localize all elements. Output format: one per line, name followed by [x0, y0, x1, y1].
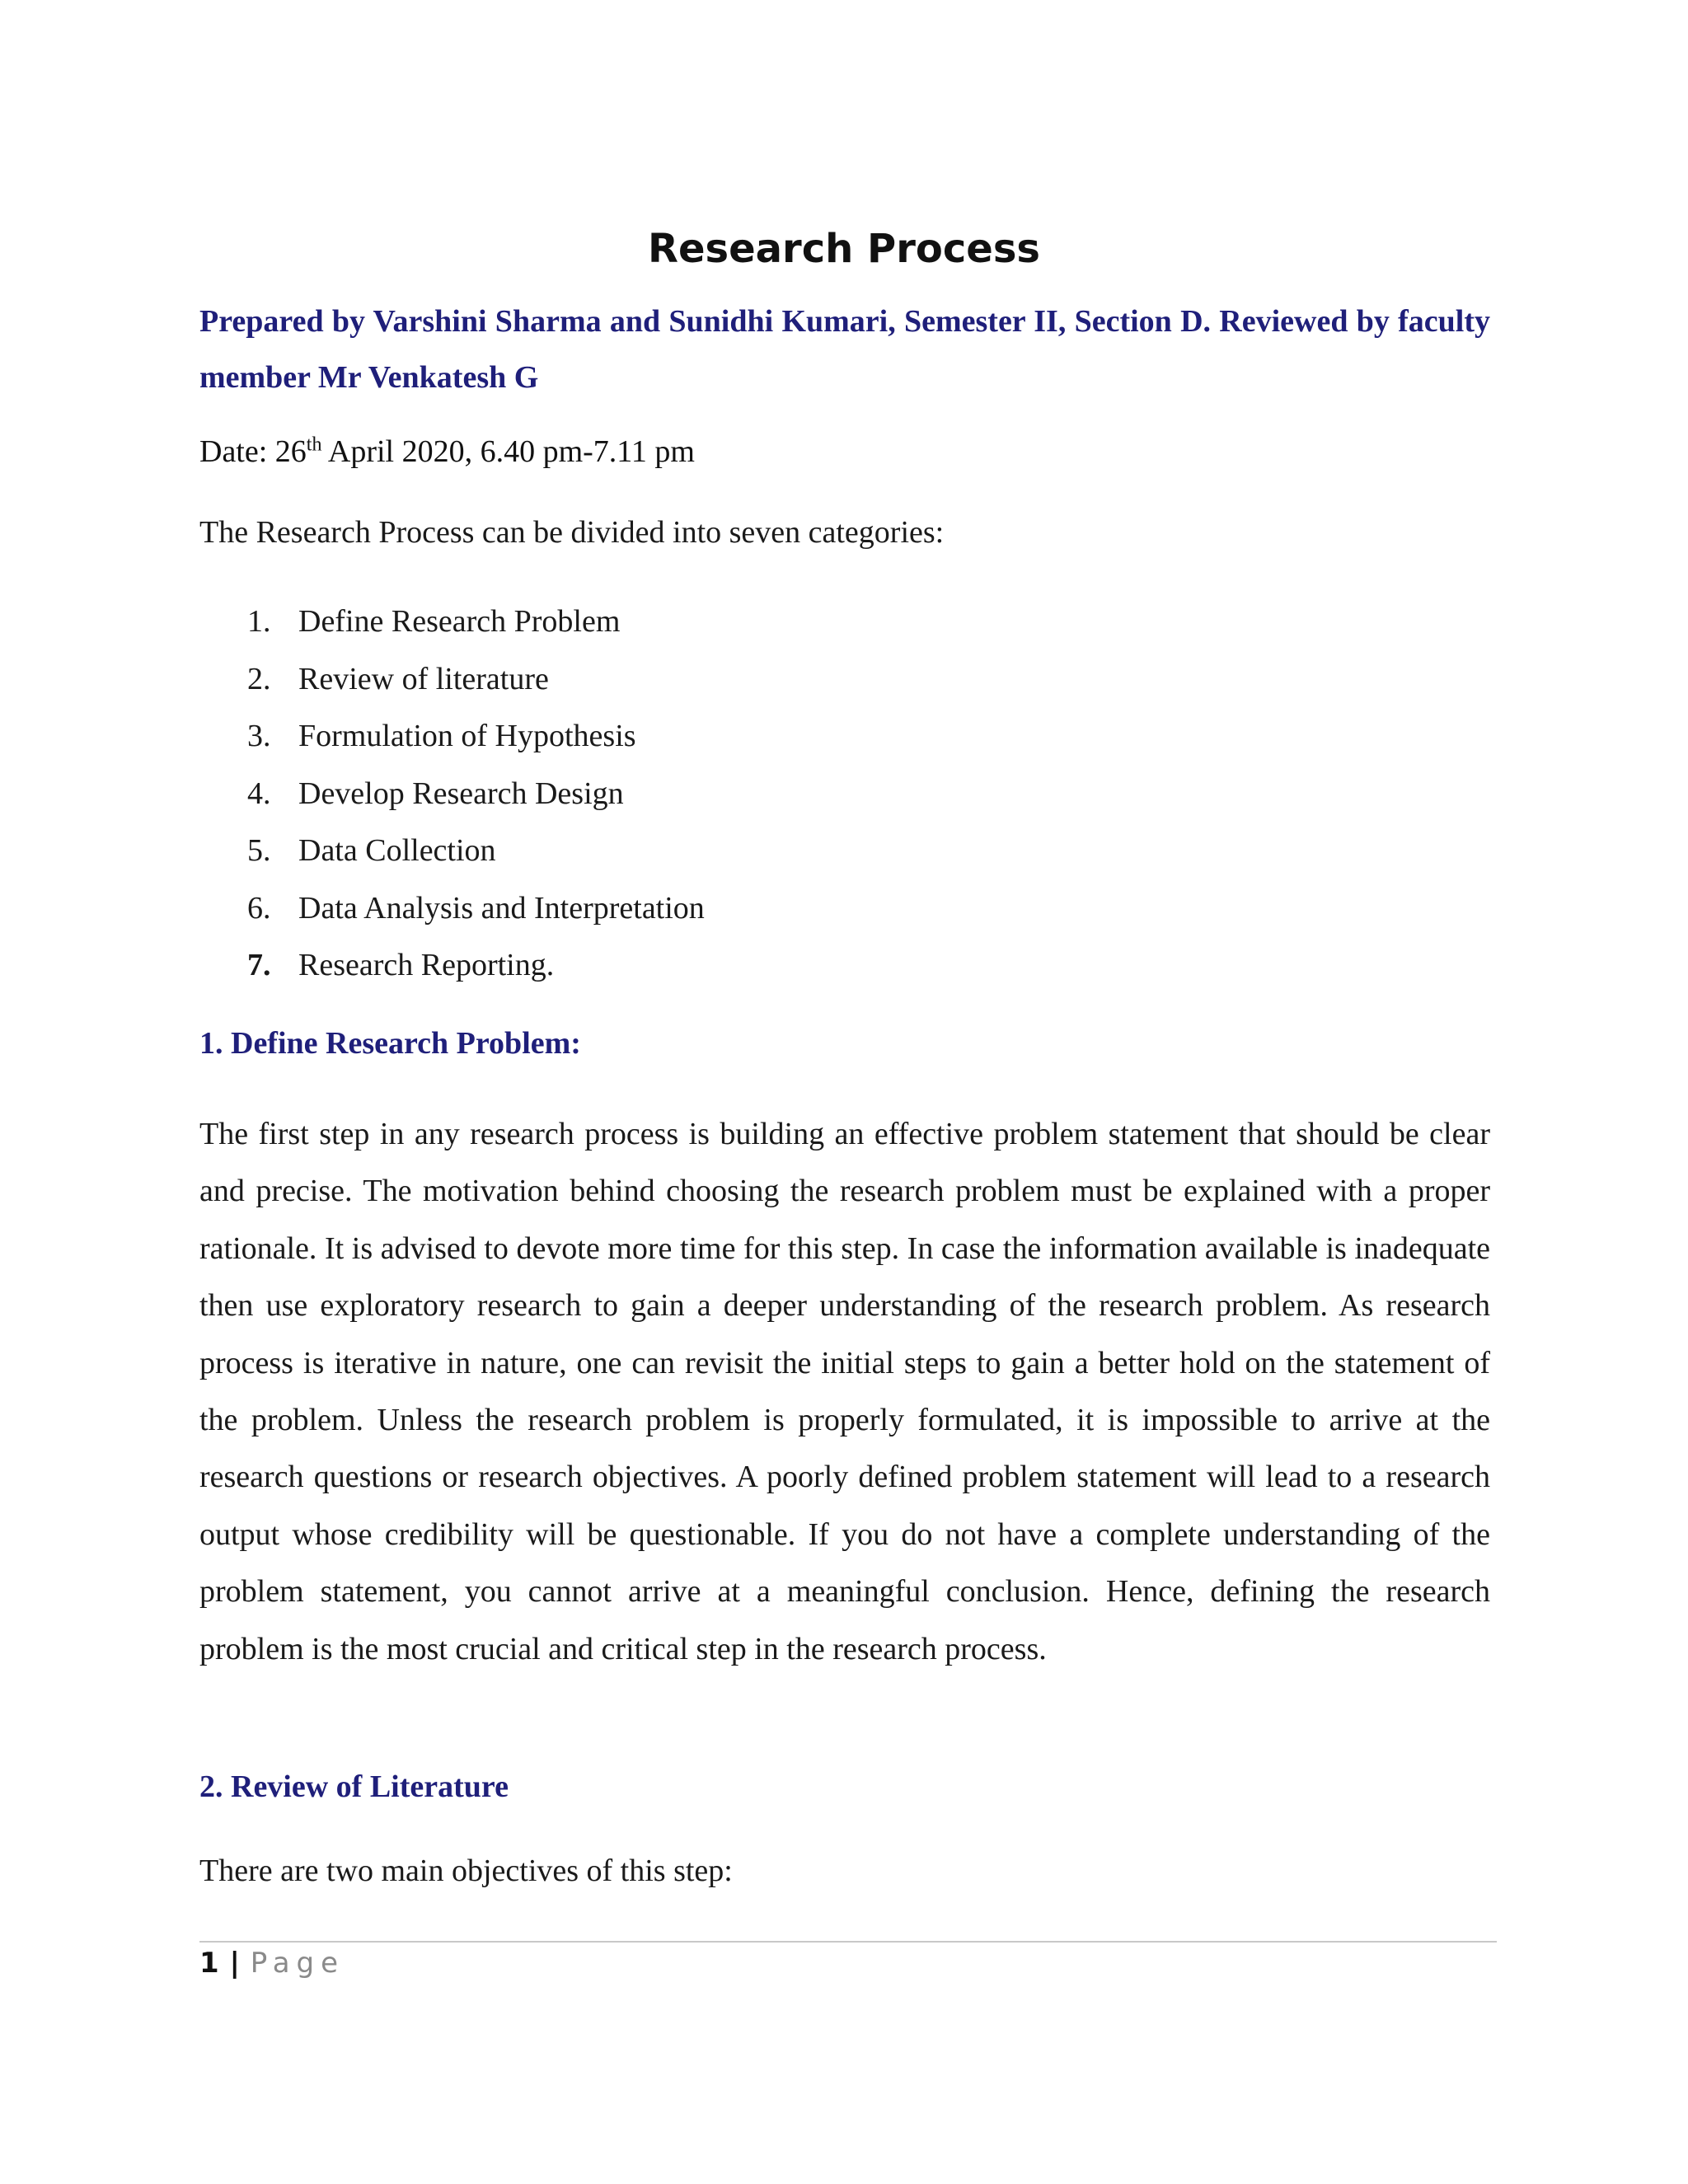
list-item-label: Review of literature — [298, 661, 549, 696]
list-item-number: 7. — [247, 948, 271, 982]
list-item-number: 3. — [247, 719, 271, 753]
list-item-label: Research Reporting. — [298, 948, 555, 982]
list-item-number: 5. — [247, 833, 271, 868]
date-label: Date: 26 — [199, 434, 307, 469]
list-item-label: Define Research Problem — [298, 604, 621, 639]
list-item-label: Develop Research Design — [298, 776, 624, 811]
date-line — [199, 434, 695, 470]
list-item — [199, 597, 705, 654]
list-item-number: 6. — [247, 890, 271, 926]
document-title: Research Process — [647, 226, 1040, 272]
list-item-label: Formulation of Hypothesis — [298, 719, 636, 753]
list-item — [199, 711, 705, 769]
section-intro-review-literature: There are two main objectives of this step: — [199, 1854, 733, 1888]
list-item — [199, 826, 705, 883]
page-footer — [199, 1947, 345, 1980]
section-heading-define-problem: 1. Define Research Problem: — [199, 1026, 581, 1061]
footer-divider — [199, 1941, 1497, 1943]
list-item-label: Data Collection — [298, 833, 496, 868]
page-label: Page — [250, 1947, 345, 1980]
list-item-label: Data Analysis and Interpretation — [298, 890, 705, 926]
list-item-number: 2. — [247, 661, 271, 696]
page-number: 1 — [199, 1947, 220, 1980]
list-item-number: 4. — [247, 776, 271, 811]
date-superscript: th — [306, 434, 322, 456]
section-heading-review-literature: 2. Review of Literature — [199, 1769, 509, 1804]
list-item-number: 1. — [247, 604, 271, 639]
intro-sentence: The Research Process can be divided into seven categories: — [199, 515, 945, 550]
list-item — [199, 654, 705, 712]
footer-separator: | — [229, 1947, 241, 1980]
process-steps-list — [199, 597, 705, 998]
prepared-by-line: Prepared by Varshini Sharma and Sunidhi Kumari, Semester II, Section D. Reviewed by faculty member Mr Venkatesh G — [199, 304, 1490, 395]
list-item — [199, 883, 705, 941]
list-item — [199, 940, 705, 998]
section-body-define-problem: The first step in any research process is building an effective problem statement that should be clear and precise. The motivation behind choosing the research problem must be explained with a proper rationale. It is advised to devote more time for this step. In case the information available is inadequate then use exploratory research to gain a deeper understanding of the research problem. As research process is iterative in nature, one can revisit the initial steps to gain a better hold on the statement of the problem. Unless the research problem is properly formulated, it is impossible to arrive at the research questions or research objectives. A poorly defined problem statement will lead to a research output whose credibility will be questionable. If you do not have a complete understanding of the problem statement, you cannot arrive at a meaningful conclusion. Hence, defining the research problem is the most crucial and critical step in the research process. — [199, 1117, 1490, 1666]
list-item — [199, 769, 705, 827]
date-rest: April 2020, 6.40 pm-7.11 pm — [321, 434, 695, 469]
